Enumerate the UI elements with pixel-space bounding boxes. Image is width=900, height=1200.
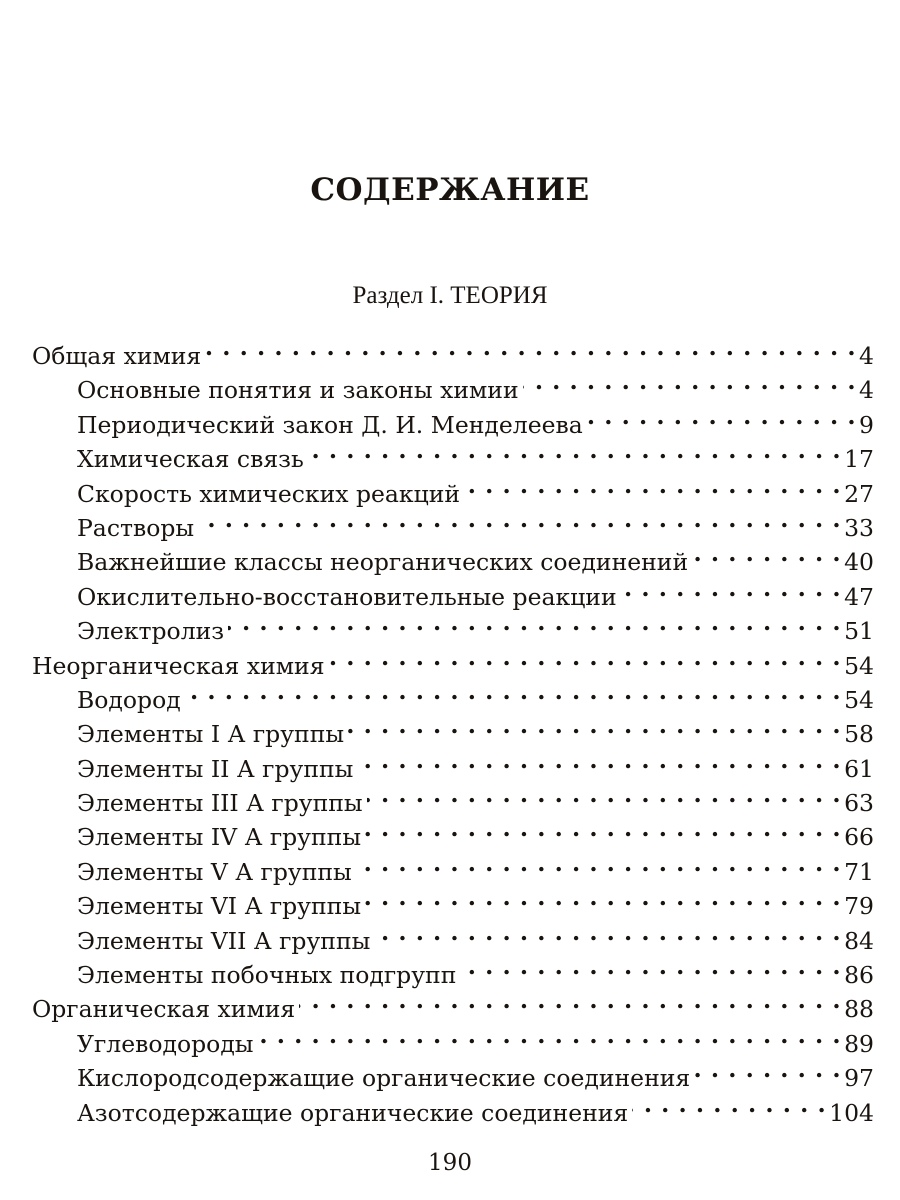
dot-leader — [299, 983, 841, 1017]
table-of-contents — [32, 330, 874, 1127]
toc-entry-label: Элементы VI А группы — [77, 892, 362, 921]
toc-entry-page-number: 97 — [844, 1064, 874, 1093]
toc-entry-label: Кислородсодержащие органические соединения — [77, 1064, 691, 1093]
toc-entry-page-number: 27 — [844, 479, 874, 508]
toc-entry-page-number: 66 — [844, 823, 874, 852]
toc-entry-label: Периодический закон Д. И. Менделеева — [77, 410, 583, 439]
section-title: Раздел I. ТЕОРИЯ — [352, 282, 548, 309]
toc-entry-label: Элементы III А группы — [77, 789, 363, 818]
dot-leader — [464, 468, 841, 502]
dot-leader — [694, 1052, 841, 1086]
dot-leader — [460, 949, 841, 983]
toc-entry-label: Общая химия — [32, 342, 202, 370]
dot-leader — [329, 640, 842, 674]
dot-leader — [523, 364, 856, 398]
toc-entry-page-number: 63 — [844, 789, 874, 818]
dot-leader — [374, 915, 841, 949]
page-title: СОДЕРЖАНИЕ — [310, 172, 590, 208]
dot-leader — [205, 330, 856, 364]
dot-leader — [348, 708, 841, 742]
toc-entry-page-number: 17 — [844, 445, 874, 474]
toc-entry-page-number: 104 — [829, 1098, 874, 1127]
toc-entry-label: Углеводороды — [77, 1029, 254, 1058]
dot-leader — [308, 433, 841, 467]
toc-entry-page-number: 4 — [859, 342, 874, 370]
toc-entry-page-number: 61 — [844, 754, 874, 783]
dot-leader — [185, 674, 841, 708]
toc-entry-page-number: 89 — [844, 1029, 874, 1058]
toc-entry-page-number: 47 — [844, 582, 874, 611]
toc-entry-label: Окислительно-восстановительные реакции — [77, 582, 617, 611]
toc-entry-label: Азотсодержащие органические соединения — [77, 1098, 629, 1127]
toc-entry-label: Водород — [77, 685, 181, 714]
toc-entry-label: Элементы I А группы — [77, 720, 345, 749]
toc-entry-page-number: 79 — [844, 892, 874, 921]
toc-chapter-entry[interactable] — [32, 330, 874, 370]
dot-leader — [356, 846, 841, 880]
toc-entry-label: Химическая связь — [77, 445, 304, 474]
toc-entry-page-number: 40 — [844, 548, 874, 577]
dot-leader — [365, 880, 841, 914]
toc-entry-label: Элементы II А группы — [77, 754, 354, 783]
toc-entry-label: Важнейшие классы неорганических соединений — [77, 548, 689, 577]
dot-leader — [258, 1018, 842, 1052]
toc-entry-page-number: 4 — [859, 376, 874, 405]
toc-entry-label: Элементы побочных подгрупп — [77, 961, 457, 990]
toc-entry-page-number: 54 — [844, 685, 874, 714]
toc-entry-label: Неорганическая химия — [32, 651, 325, 680]
toc-entry-page-number: 88 — [844, 995, 874, 1024]
toc-entry-label: Растворы — [77, 513, 195, 542]
toc-entry-label: Элементы VII А группы — [77, 926, 371, 955]
dot-leader — [365, 811, 841, 845]
toc-entry-page-number: 51 — [844, 617, 874, 646]
toc-entry-label: Органическая химия — [32, 995, 296, 1024]
dot-leader — [621, 571, 841, 605]
dot-leader — [632, 1087, 826, 1121]
toc-entry-page-number: 71 — [844, 857, 874, 886]
dot-leader — [357, 743, 841, 777]
dot-leader — [228, 605, 841, 639]
toc-entry-page-number: 84 — [844, 926, 874, 955]
page-number: 190 — [428, 1150, 472, 1176]
toc-entry-label: Электролиз — [77, 617, 225, 646]
toc-entry-label: Скорость химических реакций — [77, 479, 461, 508]
dot-leader — [587, 399, 856, 433]
dot-leader — [198, 502, 841, 536]
toc-entry-label: Элементы IV А группы — [77, 823, 362, 852]
dot-leader — [692, 536, 841, 570]
toc-entry-page-number: 86 — [844, 961, 874, 990]
dot-leader — [367, 777, 841, 811]
toc-entry-page-number: 33 — [844, 513, 874, 542]
toc-entry-page-number: 58 — [844, 720, 874, 749]
toc-entry-page-number: 9 — [859, 410, 874, 439]
toc-entry-label: Основные понятия и законы химии — [77, 376, 519, 405]
toc-entry-label: Элементы V А группы — [77, 857, 352, 886]
toc-entry-page-number: 54 — [844, 651, 874, 680]
